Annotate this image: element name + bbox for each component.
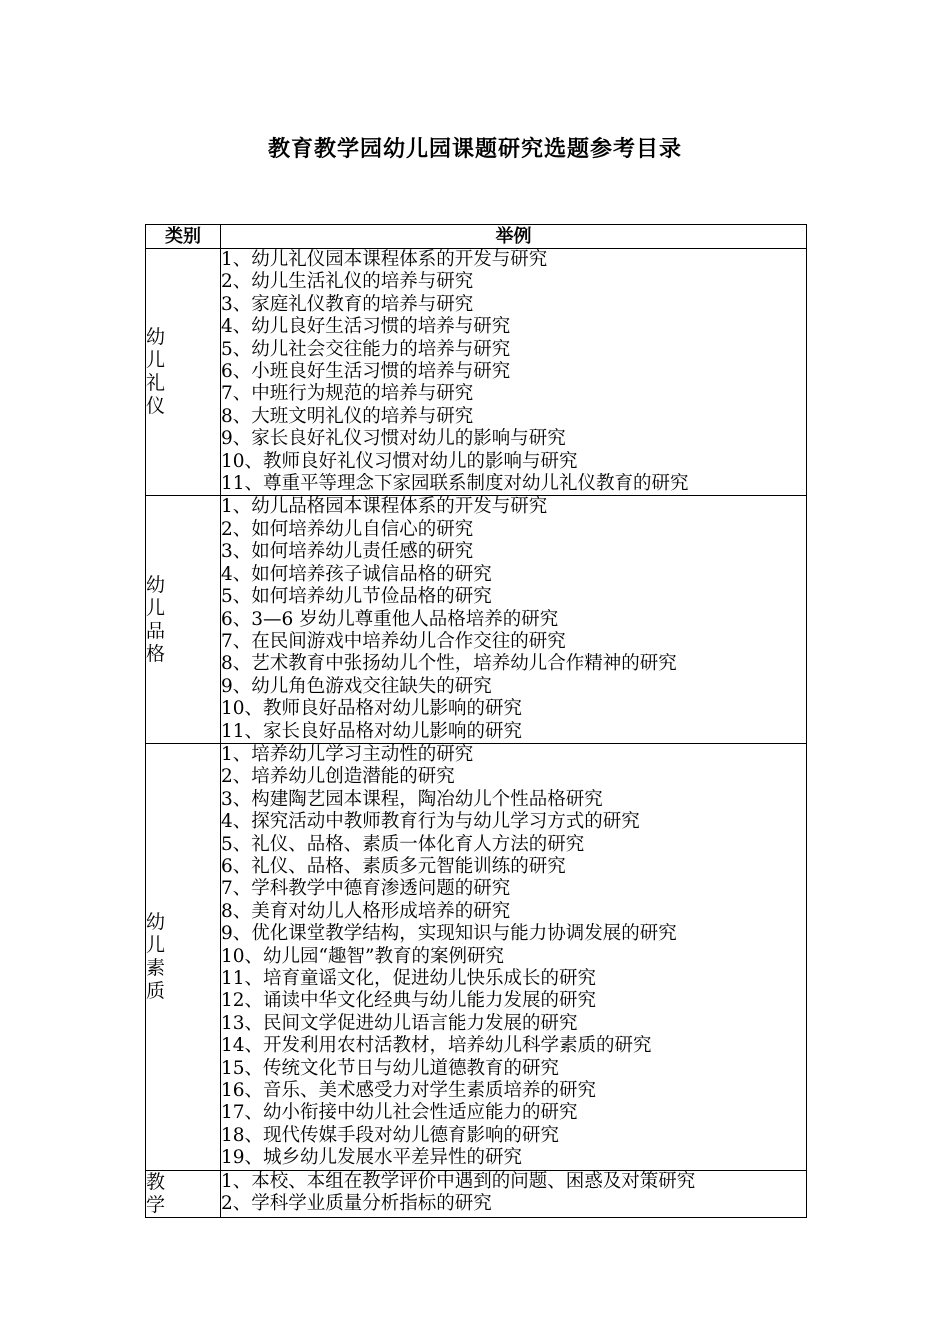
list-item: 10、幼儿园“趣智”教育的案例研究: [221, 945, 504, 967]
list-item: 11、家长良好品格对幼儿影响的研究: [221, 720, 523, 742]
list-item: 10、教师良好品格对幼儿影响的研究: [221, 698, 523, 720]
list-item: 6、3—6 岁幼儿尊重他人品格培养的研究: [221, 608, 559, 630]
list-item: 17、幼小衔接中幼儿社会性适应能力的研究: [221, 1102, 578, 1124]
list-item: 9、幼儿角色游戏交往缺失的研究: [221, 675, 492, 697]
list-item: 8、美育对幼儿人格形成培养的研究: [221, 900, 511, 922]
list-item: 9、优化课堂教学结构，实现知识与能力协调发展的研究: [221, 923, 677, 945]
document-title: 教育教学园幼儿园课题研究选题参考目录: [267, 137, 682, 162]
list-item: 19、城乡幼儿发展水平差异性的研究: [221, 1147, 523, 1169]
list-item: 12、诵读中华文化经典与幼儿能力发展的研究: [221, 990, 597, 1012]
list-item: 2、如何培养幼儿自信心的研究: [221, 518, 474, 540]
table-row: [146, 743, 807, 1170]
list-item: 4、如何培养孩子诚信品格的研究: [221, 563, 492, 585]
list-item: 1、幼儿礼仪园本课程体系的开发与研究: [221, 249, 548, 270]
examples-cell-teaching: [221, 1170, 807, 1217]
header-category: 类别: [146, 225, 221, 249]
list-item: 11、培育童谣文化，促进幼儿快乐成长的研究: [221, 968, 597, 989]
list-item: 3、构建陶艺园本课程，陶冶幼儿个性品格研究: [221, 788, 603, 810]
list-item: 1、本校、本组在教学评价中遇到的问题、困惑及对策研究: [221, 1170, 696, 1192]
list-item: 14、开发利用农村活教材，培养幼儿科学素质的研究: [221, 1035, 652, 1057]
list-item: 1、幼儿品格园本课程体系的开发与研究: [221, 496, 548, 518]
category-char: 仪: [146, 395, 166, 418]
list-item: 13、民间文学促进幼儿语言能力发展的研究: [221, 1012, 578, 1034]
table-row: [146, 1170, 807, 1217]
list-item: 2、学科学业质量分析指标的研究: [221, 1193, 492, 1215]
category-cell-quality: [146, 743, 221, 1170]
category-cell-teaching: [146, 1170, 221, 1217]
examples-cell-quality: [221, 743, 807, 1170]
category-char: 质: [146, 979, 166, 1002]
list-item: 11、尊重平等理念下家园联系制度对幼儿礼仪教育的研究: [221, 473, 689, 495]
category-char: 礼: [146, 372, 166, 395]
list-item: 4、幼儿良好生活习惯的培养与研究: [221, 316, 511, 338]
list-item: 18、现代传媒手段对幼儿德育影响的研究: [221, 1124, 560, 1146]
table-row: [146, 496, 807, 743]
list-item: 4、探究活动中教师教育行为与幼儿学习方式的研究: [221, 811, 640, 833]
list-item: 5、如何培养幼儿节俭品格的研究: [221, 586, 492, 608]
table-header-row: [146, 225, 807, 249]
list-item: 5、幼儿社会交往能力的培养与研究: [221, 338, 511, 360]
table-row: [146, 249, 807, 496]
list-item: 9、家长良好礼仪习惯对幼儿的影响与研究: [221, 428, 566, 450]
category-char: 幼: [146, 910, 166, 933]
list-item: 2、培养幼儿创造潜能的研究: [221, 766, 455, 788]
category-char: 儿: [146, 596, 166, 619]
list-item: 7、在民间游戏中培养幼儿合作交往的研究: [221, 630, 566, 652]
category-char: 教: [146, 1170, 166, 1193]
category-char: 格: [146, 642, 166, 665]
list-item: 6、礼仪、品格、素质多元智能训练的研究: [221, 855, 566, 877]
list-item: 2、幼儿生活礼仪的培养与研究: [221, 271, 474, 293]
category-cell-character: [146, 496, 221, 743]
category-char: 学: [146, 1193, 166, 1216]
category-cell-etiquette: [146, 249, 221, 496]
list-item: 6、小班良好生活习惯的培养与研究: [221, 361, 511, 383]
examples-cell-character: [221, 496, 807, 743]
list-item: 3、家庭礼仪教育的培养与研究: [221, 293, 474, 315]
list-item: 15、传统文化节日与幼儿道德教育的研究: [221, 1057, 560, 1079]
topics-table: [145, 224, 807, 1218]
list-item: 8、艺术教育中张扬幼儿个性，培养幼儿合作精神的研究: [221, 653, 677, 675]
list-item: 10、教师良好礼仪习惯对幼儿的影响与研究: [221, 450, 578, 472]
category-char: 幼: [146, 326, 166, 349]
list-item: 3、如何培养幼儿责任感的研究: [221, 541, 474, 563]
list-item: 16、音乐、美术感受力对学生素质培养的研究: [221, 1080, 597, 1102]
list-item: 7、中班行为规范的培养与研究: [221, 383, 474, 405]
category-char: 幼: [146, 573, 166, 596]
list-item: 1、培养幼儿学习主动性的研究: [221, 743, 474, 765]
list-item: 5、礼仪、品格、素质一体化育人方法的研究: [221, 833, 585, 855]
examples-cell-etiquette: [221, 249, 807, 496]
header-examples: 举例: [221, 225, 807, 249]
category-char: 品: [146, 619, 166, 642]
list-item: 8、大班文明礼仪的培养与研究: [221, 405, 474, 427]
list-item: 7、学科教学中德育渗透问题的研究: [221, 878, 511, 900]
category-char: 儿: [146, 933, 166, 956]
category-char: 儿: [146, 349, 166, 372]
category-char: 素: [146, 956, 166, 979]
